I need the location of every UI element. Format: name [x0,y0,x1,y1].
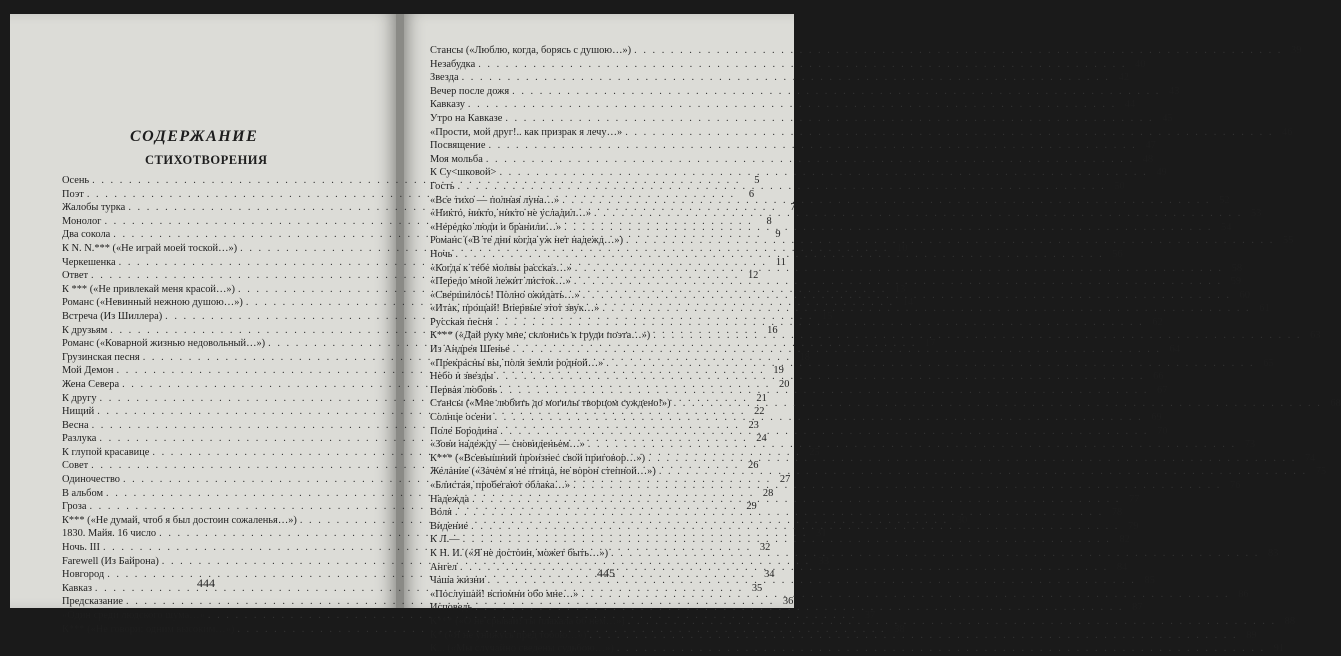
toc-entry-page: 68 [1330,398,1341,410]
toc-entry-page: 59 [1230,276,1242,288]
toc-entry-page: 11 [775,256,786,268]
dot-leader [499,166,1147,180]
toc-entry-page: 79 [1128,520,1139,532]
dot-leader [625,126,1273,140]
dot-leader [583,289,1231,303]
toc-entry-page: 62 [1152,316,1163,328]
toc-entry-title: Посвящение [430,140,486,152]
toc-entry-title: Романс («В те дни когда уж нет надежд…») [430,235,624,247]
toc-entry-page: 65 [1263,357,1274,369]
toc-entry-page: 29 [746,501,757,513]
toc-entry-title: Романс («Коварной жизнью недовольный…») [62,338,266,350]
toc-entry-page: 31 [816,528,827,540]
toc-entry-title: К Су<шковой> [430,167,497,179]
toc-entry [430,207,1262,221]
toc-entry-page: 26 [748,460,759,472]
toc-entry-page: 18 [799,351,810,363]
toc-entry-title: Звезда [430,72,459,84]
toc-entry-page: 46 [1282,126,1293,138]
toc-entry-title: Из Андрея Шенье [430,344,510,356]
toc-entry-page: 87 [1132,602,1143,614]
toc-entry-title: Совет [62,460,89,472]
toc-entry-page: 22 [754,406,765,418]
dot-leader [648,452,1296,466]
toc-entry-page: 56 [1112,248,1123,260]
dot-leader [606,357,1254,371]
toc-entry-page: 42 [1118,72,1129,84]
dot-leader [626,234,1274,248]
dot-leader [513,343,1161,357]
toc-entry-title: Незабудка [430,58,476,70]
toc-entry-page: 73 [1244,439,1256,451]
toc-entry-title: Два сокола [62,229,111,241]
dot-leader [564,221,1212,235]
toc-entry-page: 39 [1291,45,1302,56]
toc-entry-title: К*** («О не срывай! ты плакала об нем…») [430,615,625,627]
dot-leader [494,411,1142,425]
toc-entry-page: 40 [1135,58,1146,70]
toc-entry-page: 58 [1231,262,1243,274]
toc-entry-page: 25 [809,446,820,458]
toc-entry-title: Farewell (Из Байрона) [62,555,159,567]
dot-leader [471,520,1119,534]
toc-entry-title: Ночь [430,248,453,260]
toc-entry [430,85,1180,99]
toc-entry-title: К другу [62,392,97,404]
toc-entry-page: 6 [748,188,755,200]
dot-leader [573,479,1221,493]
dot-leader [674,397,1322,411]
toc-entry-page: 19 [773,365,784,377]
dot-leader [588,438,1236,452]
toc-entry-title: К* («Я не унижусь пред тобою…») [430,629,587,641]
toc-entry-title: Вечер после дожя [430,85,510,97]
dot-leader [457,180,1105,194]
toc-entry-title: К друзьям [62,324,108,336]
dot-leader [581,588,1229,602]
toc-entry-title: К Л.— [430,534,460,546]
toc-entry-title: Черкешенка [62,256,116,268]
toc-entry-title: «Все тихо — полная луна…» [430,194,560,206]
toc-entry [430,112,1173,126]
dot-leader [500,425,1148,439]
toc-entry-page: 86 [1238,588,1249,600]
toc-entry-page: 17 [925,338,936,350]
toc-entry-page: 13 [894,283,906,295]
toc-entry-title: В альбом [62,487,104,499]
toc-entry-page: 82 [1119,534,1130,546]
toc-entry-title: Первая любовь [430,384,498,396]
toc-entry-page: 88 [1284,615,1296,627]
dot-leader [634,44,1282,58]
toc-entry-page: 54 [1221,221,1232,233]
dot-leader [575,262,1223,276]
toc-entry-title: Ангел [430,561,457,573]
toc-entry-page: 21 [756,392,767,404]
toc-entry-title: Новгород [62,569,105,581]
toc-entry-title: «Прости, мой друг!.. как призрак я лечу…» [430,126,623,138]
dot-leader [653,329,1301,343]
dot-leader [462,71,1110,85]
toc-entry-title: Солнце осени [430,412,492,424]
dot-leader [455,248,1103,262]
toc-entry-title: Воля [430,507,452,519]
toc-entry-page: 16 [767,324,778,336]
toc-entry [430,180,1125,194]
toc-entry [430,126,1293,140]
toc-entry [430,153,1154,167]
dot-leader [463,533,1111,547]
toc-entry-page: 23 [748,419,759,431]
toc-entry-page: 55 [1282,235,1294,247]
toc-entry-title: «Послушай! вспомни обо мне…» [430,588,579,600]
toc-entry-title: К глупой красавице [62,446,150,458]
toc-entry-title: Ответ [62,270,89,282]
toc-entry [430,194,1230,208]
toc-entry-page: 61 [1259,303,1270,315]
toc-entry-page: 7 [790,202,796,214]
toc-entry-page: 10 [897,242,908,254]
toc-entry-title: «Итак, прощай! Впервые этот звук…» [430,303,600,315]
toc-entry-title: 1830. Майя. 16 число [62,528,157,540]
toc-entry-page: 77 [1128,493,1140,505]
toc-entry-page: 63 [1310,330,1321,342]
toc-entry-title: Одиночество [62,474,120,486]
toc-entry-title: Кавказу [430,99,465,111]
toc-entry-page: 24 [756,433,767,445]
toc-entry-title: Жена Севера [62,378,120,390]
toc-entry-page: 8 [766,215,772,227]
toc-entry-title: «Блистая, пробегают облака…» [430,480,571,491]
toc-entry [430,71,1129,85]
toc-entry-title: Разлука [62,433,97,445]
toc-entry-page: 28 [762,487,774,499]
toc-entry-page: 75 [1315,466,1327,478]
dot-leader [495,316,1143,330]
toc-entry-title: «Передо мной лежит листок…» [430,276,571,288]
toc-entry-page: 52 [1219,194,1230,206]
dot-leader [574,275,1222,289]
toc-entry-title: Желание («Зачем я не птица, не ворон степной…») [430,466,656,478]
toc-entry-page: 47 [1145,140,1156,152]
toc-entry-title: Поле Бородина [430,425,498,437]
toc-entry-title: Моя мольба [430,153,483,165]
toc-entry-page: 49 [1156,167,1167,179]
toc-entry-page: 37 [864,610,876,621]
page-number-left: 444 [197,576,215,590]
dot-leader [460,561,1108,575]
toc-entry-title: К *** («Не привлекай меня красой…») [62,283,236,295]
toc-entry-title: К*** («Не говори: одним высоким…») [62,623,235,635]
dot-leader [512,85,1160,99]
dot-leader [589,629,1237,643]
dot-leader [562,194,1210,208]
toc-entry-page: 74 [1304,452,1316,464]
dot-leader [488,574,1136,588]
toc-entry-title: Весна [62,419,89,431]
toc-entry-title: Надежда [430,493,470,505]
toc-section-title: СТИХОТВОРЕНИЯ [145,153,268,167]
toc-entry-title: «Прекрасны вы, поля земли родной…» [430,357,604,369]
toc-entry-title: Чаша жизни [430,575,485,587]
dot-leader [617,642,1265,656]
toc-entry-title: «Никто, никто, никто не усладил…» [430,208,592,220]
toc-entry-page: 83 [1267,547,1279,559]
dot-leader [475,601,1123,615]
toc-entry-page: 89 [1246,629,1257,641]
dot-leader [496,370,1144,384]
toc-entry-title: Гроза [62,501,87,513]
toc-entry-page: 12 [747,270,759,282]
toc-entry-page: 33 [818,555,830,567]
toc-entry [430,166,1167,180]
toc-entry-page: 91 [1273,643,1285,655]
toc-entry-title: «Когда к тебе молвы рассказ…» [430,262,572,274]
toc-entry-page: 15 [822,310,833,322]
toc-entry-page: 50 [1114,180,1125,192]
toc-entry-title: Видение [430,520,469,532]
toc-entry-title: Мой Демон [62,365,114,377]
dot-leader [488,139,1136,153]
toc-entry-title: Стансы («Мне любить до могилы творцом суждено!») [430,398,671,410]
toc-entry-title: «Нередко люди и бранили…» [430,221,562,233]
dot-leader [505,112,1153,126]
toc-entry-page: 36 [782,596,794,608]
toc-entry-title: К*** («Дай руку мне, склонись к груди поэта…») [430,330,651,342]
toc-entry-page: 43 [1169,85,1180,97]
toc-entry-page: 70 [1157,425,1168,437]
toc-entry-page: 44 [1124,99,1136,111]
toc-entry-page: 85 [1144,575,1155,587]
toc-entry-title: Романс («Невинный нежною душою…») [62,297,243,309]
toc-entry-title: К Н. И. («Я не достоин, может быть…») [430,547,609,559]
toc-entry-title: Встреча (Из Шиллера) [62,310,163,322]
toc-entry-page: 78 [1111,507,1123,519]
toc-entry-title: Осень [62,175,90,186]
dot-leader [486,153,1134,167]
toc-entry-title: Грузинская песня [62,351,140,363]
toc-entry-title: Кавказ [62,582,92,594]
toc-entry-page: 35 [751,582,763,594]
toc-entry-title: Монолог [62,215,102,227]
toc-entry-page: 5 [754,175,760,186]
page-number-right: 445 [597,566,615,580]
dot-leader [628,615,1276,629]
toc-entry-page: 53 [1250,208,1262,220]
toc-entry-title: Небо и звезды [430,371,494,383]
toc-entry-title: «Зови надежду — сновиденьем…» [430,439,585,451]
toc-entry-title: Нищий [62,406,95,418]
toc-entry-page: 45 [1162,112,1173,124]
toc-entry-page: 38 [894,623,905,635]
toc-entry-title: Стансы («Люблю, когда, борясь с душою…») [430,45,632,56]
toc-entry-page: 76 [1230,480,1241,491]
dot-leader [500,384,1148,398]
toc-entry-page: 27 [779,474,791,486]
dot-leader [611,547,1259,561]
toc-entry [430,44,1302,58]
toc-entry-page: 48 [1142,153,1154,165]
toc-entry-title: Гость [430,180,455,192]
toc-entry-page: 69 [1151,412,1162,424]
toc-entry-page: 14 [902,297,914,309]
toc-entry-title: Предсказание [62,596,124,608]
dot-leader [478,58,1126,72]
toc-entry-page: 30 [956,514,968,526]
dot-leader [594,207,1242,221]
toc-entry [430,221,1232,235]
dot-leader [602,302,1250,316]
toc-entry [430,58,1146,72]
toc-entry-title: К*** («Не думай, чтоб я был достоин сожаленья…») [62,514,297,526]
toc-entry-page: 64 [1169,344,1181,356]
dot-leader [659,465,1307,479]
toc-entry-title: Ночь. III [62,542,100,554]
toc-entry-page: 60 [1239,289,1250,301]
toc-entry-title: «Один среди людского шума…» [62,610,205,621]
toc-entry-title: К N. N.*** («Не играй моей тоской…») [62,242,238,254]
toc-entry-title: Утро на Кавказе [430,112,503,124]
toc-entry-page: 67 [1157,384,1168,396]
toc-entry [430,98,1136,112]
toc-entry-title: «Свершилось! Полно ожидать…» [430,289,580,301]
toc-entry-title: Русская песня [430,316,493,328]
toc-entry-title: Исповедь [430,602,473,614]
toc-entry-page: 66 [1153,371,1164,383]
toc-entry-page: 9 [775,229,781,241]
toc-entry-page: 32 [759,542,771,554]
toc-entry [430,139,1156,153]
dot-leader [468,98,1116,112]
toc-entry-title: Поэт [62,188,84,200]
toc-entry-title: Жалобы турка [62,202,126,214]
toc-entry-title: К... («Мы случайно сведены судьбою…») [430,643,614,655]
toc-entry-page: 20 [779,378,790,390]
toc-entry-title: К*** («Всевышний произнес свой приговор…») [430,452,646,464]
dot-leader [455,506,1103,520]
dot-leader [472,493,1120,507]
toc-entry-page: 34 [764,569,775,581]
toc-title: СОДЕРЖАНИЕ [130,128,259,145]
toc-entry-page: 84 [1116,561,1128,573]
toc-entry [430,642,1285,656]
